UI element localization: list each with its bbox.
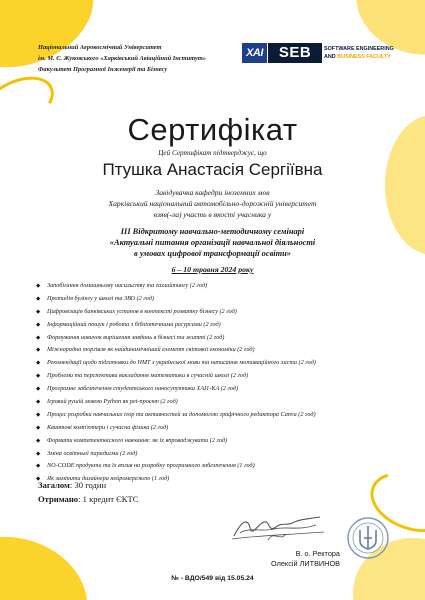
diamond-bullet-icon: ◆ [36, 308, 41, 315]
topic-item [36, 280, 416, 293]
seminar-dates: 6 – 10 травня 2024 року [171, 265, 254, 274]
topic-text: Цифровізація банківських установ в контексті розвитку бізнесу (2 год) [47, 307, 237, 315]
topic-item [36, 344, 416, 357]
topic-text: Процес розробки навчальних ігор та активностей за допомогою графічного редактора Canva (2 год) [47, 410, 316, 418]
faculty-logo [242, 42, 412, 64]
topic-item [36, 396, 416, 409]
topic-item [36, 448, 416, 461]
topic-text: Інформаційний пошук і робота з бібліотечними ресурсами (2 год) [47, 320, 221, 328]
credits-received: Отримано: 1 кредит ЄКТС [38, 494, 139, 504]
diamond-bullet-icon: ◆ [36, 283, 41, 289]
topic-item [36, 460, 416, 473]
topic-item [36, 319, 416, 332]
xai-logo-mark: XAI [242, 43, 267, 63]
topic-item [36, 370, 416, 383]
seminar-line: «Актуальні питання організації навчальної діяльності [109, 238, 316, 247]
topic-text: Зміна освітньої парадигми (2 год) [47, 449, 138, 457]
topic-item [36, 332, 416, 345]
diamond-bullet-icon: ◆ [36, 437, 41, 444]
topic-text: Як замінити дизайнера нейромережею (1 год) [47, 475, 170, 483]
decorative-blob [0, 521, 101, 600]
confirm-text: Цей Сертифікат підтверджує, що [158, 149, 267, 157]
org-line: Національний Аерокосмічний Університет [38, 44, 162, 51]
trident-seal-icon [346, 516, 390, 560]
signatory-name: Олексій ЛИТВИНОВ [271, 559, 340, 568]
organization-header [38, 42, 248, 75]
diamond-bullet-icon: ◆ [36, 373, 41, 380]
signatory-title: В. о. Ректора [295, 549, 340, 558]
topic-text: Квантові комп'ютери і сучасна фізика (2 год) [47, 423, 169, 431]
topic-text: Ігровий рушій мовою Python як pet-проєкт (2 год) [47, 398, 178, 406]
topic-text: Формування навичок вирішення завдань в бізнесі та житті (2 год) [47, 333, 225, 341]
diamond-bullet-icon: ◆ [36, 386, 41, 393]
diamond-bullet-icon: ◆ [36, 399, 41, 406]
logo-faculty-text [324, 45, 414, 61]
seminar-title [0, 226, 425, 259]
certificate-number: № - ВДО/549 від 15.05.24 [171, 575, 254, 582]
topics-list [36, 280, 416, 486]
org-line: ім. М. Є. Жуковського «Харківський Авіаційний Інститут» [38, 55, 206, 62]
recipient-position: Завідувачка кафедри іноземних мов [155, 188, 270, 197]
seminar-line: в умовах цифрової трансформації освіти» [133, 249, 291, 258]
diamond-bullet-icon: ◆ [36, 347, 41, 354]
topic-item [36, 435, 416, 448]
topic-text: Програмне забезпечення студентського наносупутника ХАІ1-КА (2 год) [47, 385, 239, 393]
topic-text: Проблеми та перспективи викладання математики в сучасній школі (2 год) [47, 372, 249, 380]
topic-item [36, 409, 416, 422]
diamond-bullet-icon: ◆ [36, 334, 41, 341]
diamond-bullet-icon: ◆ [36, 295, 41, 302]
topic-item [36, 293, 416, 306]
diamond-bullet-icon: ◆ [36, 450, 41, 457]
topic-text: Рекомендації щодо підготовки до НМТ з української мови та написання мотиваційного листа (2 год) [47, 359, 316, 367]
topic-item [36, 422, 416, 435]
topic-item [36, 383, 416, 396]
topic-text: NO-CODE продукти та їх вплив на розробку програмного забезпечення (1 год) [47, 462, 255, 470]
seminar-line: ІІІ Відкритому навчально-методичному семінарі [120, 227, 305, 236]
logo-faculty-line1: SOFTWARE ENGINEERING [324, 46, 394, 52]
diamond-bullet-icon: ◆ [36, 360, 41, 367]
diamond-bullet-icon: ◆ [36, 463, 41, 470]
topic-item [36, 357, 416, 370]
diamond-bullet-icon: ◆ [36, 321, 41, 328]
total-hours: Загалом: 30 годин [38, 480, 107, 490]
topic-text: Міжнародна торгівля як найдинамічніший елемент світової економіки (2 год) [47, 346, 255, 354]
seb-wordmark: SEB [268, 43, 322, 63]
org-line: Факультет Програмної Інженерії та Бізнесу [38, 66, 168, 73]
signatory [230, 549, 340, 569]
topic-text: Запобігання домашньому насильству та газлайтингу (2 год) [47, 282, 208, 289]
topic-text: Формати компетентнісного навчання: як їх впроваджувати (2 год) [47, 436, 228, 444]
diamond-bullet-icon: ◆ [36, 476, 41, 483]
certificate-title: Сертифікат [127, 112, 298, 147]
logo-faculty-line2: AND BUSINESS FACULTY [324, 54, 391, 60]
recipient-university: Харківський національний автомобільно-дорожній університет [108, 199, 317, 208]
signature-icon [228, 506, 328, 551]
totals-block [38, 478, 139, 506]
topic-text: Протидія булінгу у школі та ЗВО (2 год) [47, 294, 154, 302]
diamond-bullet-icon: ◆ [36, 424, 41, 431]
topic-item [36, 306, 416, 319]
diamond-bullet-icon: ◆ [36, 411, 41, 418]
recipient-name: Птушка Анастасія Сергіївна [102, 160, 323, 179]
participation-text: взяв(-ла) участь в якості учасника у [153, 210, 272, 219]
